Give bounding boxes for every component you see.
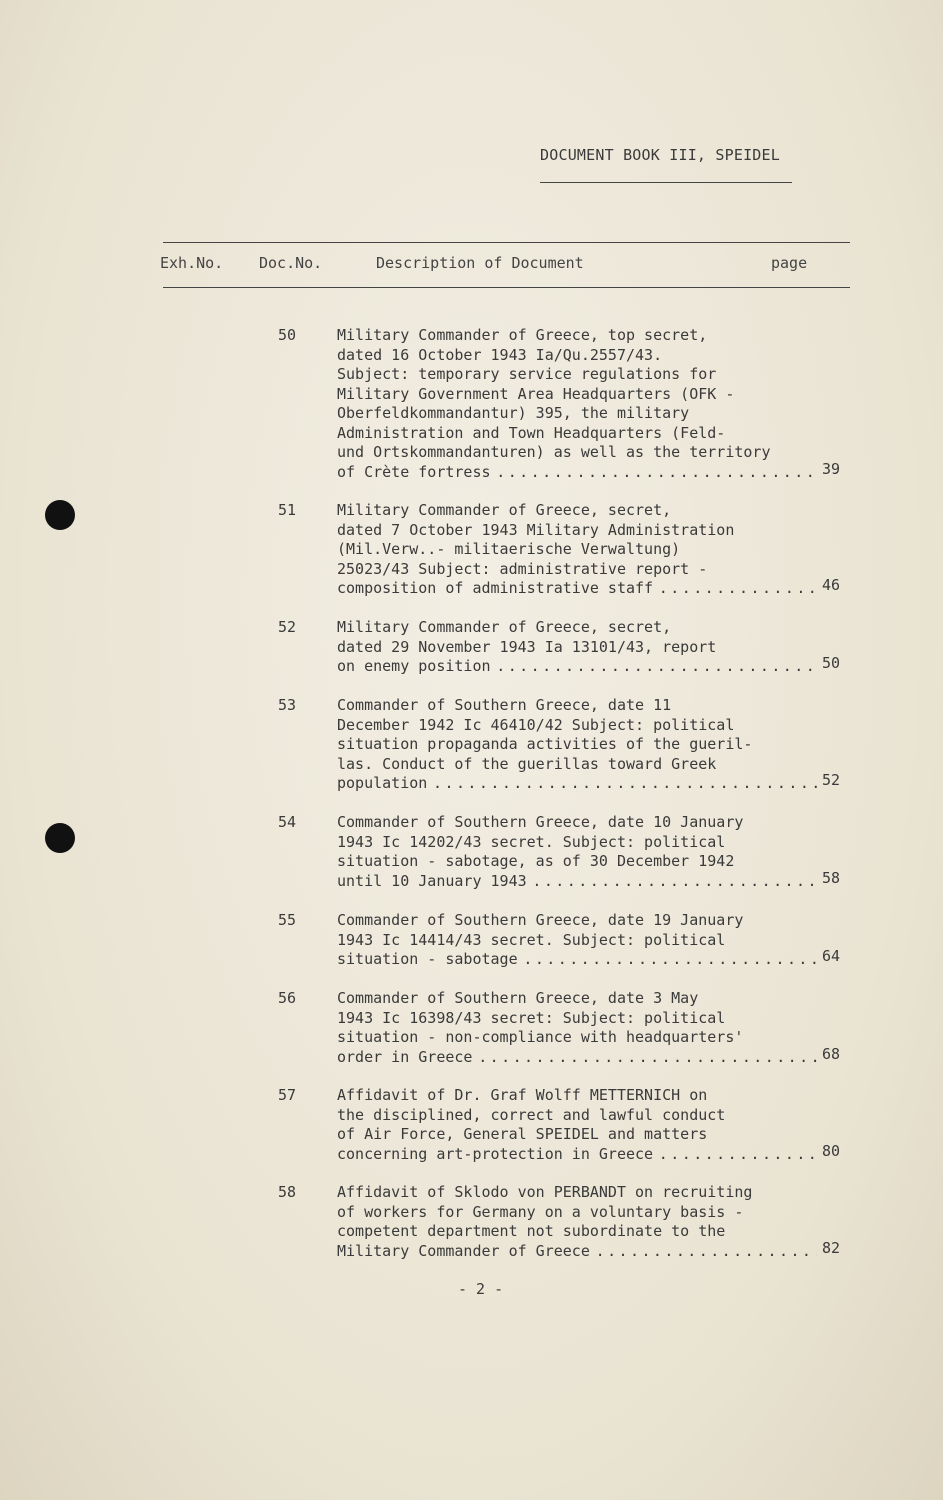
description-line: Commander of Southern Greece, date 19 January	[337, 911, 744, 929]
description-text: until 10 January 1943	[337, 871, 527, 890]
description-text: concerning art-protection in Greece	[337, 1144, 654, 1163]
doc-number: 50	[278, 326, 297, 344]
description-line: 25023/43 Subject: administrative report -	[337, 559, 708, 578]
dot-leader	[527, 872, 817, 890]
page-reference: 64	[822, 947, 841, 965]
description-line: Affidavit of Sklodo von PERBANDT on recruiting	[337, 1183, 753, 1201]
dot-leader	[491, 657, 817, 675]
col-doc-no: Doc.No.	[259, 254, 323, 272]
doc-number: 58	[278, 1183, 297, 1201]
description-line-last	[337, 872, 817, 892]
description-line-last	[337, 774, 817, 794]
table-header-rule	[163, 287, 850, 288]
page-reference: 68	[822, 1044, 841, 1063]
description-line: las. Conduct of the guerillas toward Greek	[337, 754, 717, 773]
col-exh-no: Exh.No.	[160, 254, 224, 272]
description-line: dated 7 October 1943 Military Administration	[337, 520, 735, 539]
description-line-last	[337, 579, 817, 599]
doc-description	[337, 1183, 817, 1261]
description-line: situation - non-compliance with headquarters'	[337, 1028, 744, 1046]
description-line: dated 29 November 1943 Ia 13101/43, report	[337, 637, 717, 656]
page-reference: 52	[822, 771, 841, 789]
page-reference: 50	[822, 654, 841, 672]
doc-number: 52	[278, 618, 297, 636]
dot-leader	[472, 1048, 817, 1066]
dot-leader	[491, 463, 817, 481]
description-line: Military Commander of Greece, top secret,	[337, 326, 708, 344]
page-reference: 82	[822, 1238, 841, 1257]
doc-description	[337, 813, 817, 891]
description-text: composition of administrative staff	[337, 579, 654, 597]
description-line: Military Government Area Headquarters (OFK -	[337, 384, 735, 403]
doc-number: 51	[278, 501, 297, 519]
doc-number: 56	[278, 989, 297, 1007]
page-reference: 58	[822, 868, 841, 887]
page-reference: 80	[822, 1141, 841, 1160]
description-text: Military Commander of Greece	[337, 1241, 590, 1260]
description-line: of workers for Germany on a voluntary basis -	[337, 1202, 744, 1221]
doc-description	[337, 911, 817, 970]
description-text: order in Greece	[337, 1047, 473, 1066]
page-reference: 46	[822, 576, 841, 594]
page-number-footer: - 2 -	[458, 1280, 504, 1298]
table-top-rule	[163, 242, 850, 243]
description-line: 1943 Ic 16398/43 secret: Subject: political	[337, 1008, 726, 1027]
dot-leader	[590, 1242, 817, 1260]
col-page: page	[771, 254, 808, 272]
description-line-last	[337, 1048, 817, 1068]
dot-leader	[427, 774, 817, 792]
description-text: situation - sabotage	[337, 950, 518, 968]
description-line: (Mil.Verw..- militaerische Verwaltung)	[337, 540, 681, 558]
doc-description	[337, 501, 817, 599]
description-line: 1943 Ic 14202/43 secret. Subject: political	[337, 832, 726, 851]
description-text: on enemy position	[337, 657, 491, 675]
description-line: December 1942 Ic 46410/42 Subject: political	[337, 715, 735, 734]
doc-number: 54	[278, 813, 297, 831]
doc-description	[337, 618, 817, 677]
dot-leader	[518, 950, 817, 968]
description-line: situation propaganda activities of the gueril-	[337, 735, 753, 753]
description-line: situation - sabotage, as of 30 December 1942	[337, 852, 735, 870]
description-line-last	[337, 1145, 817, 1165]
doc-number: 57	[278, 1086, 297, 1104]
description-line: Affidavit of Dr. Graf Wolff METTERNICH on	[337, 1086, 708, 1104]
document-book-title: DOCUMENT BOOK III, SPEIDEL	[540, 146, 780, 164]
description-line: the disciplined, correct and lawful conduct	[337, 1105, 726, 1124]
title-underline	[540, 182, 792, 183]
description-text: population	[337, 774, 428, 792]
description-line: of Air Force, General SPEIDEL and matters	[337, 1125, 708, 1143]
description-line-last	[337, 1242, 817, 1262]
description-line-last	[337, 463, 817, 483]
description-line-last	[337, 950, 817, 970]
description-line: dated 16 October 1943 Ia/Qu.2557/43.	[337, 345, 663, 364]
description-line: und Ortskommandanturen) as well as the territory	[337, 443, 771, 461]
description-line-last	[337, 657, 817, 677]
doc-number: 55	[278, 911, 297, 929]
dot-leader	[653, 1145, 817, 1163]
page-reference: 39	[822, 459, 841, 478]
description-line: Commander of Southern Greece, date 11	[337, 696, 672, 714]
doc-description	[337, 696, 817, 794]
description-line: Commander of Southern Greece, date 3 May	[337, 989, 699, 1007]
description-text: of Crète fortress	[337, 462, 491, 481]
punch-hole-bottom	[45, 823, 75, 853]
punch-hole-top	[45, 500, 75, 530]
description-line: Subject: temporary service regulations for	[337, 365, 717, 383]
doc-description	[337, 989, 817, 1067]
doc-description	[337, 326, 817, 482]
description-line: competent department not subordinate to the	[337, 1222, 726, 1240]
doc-description	[337, 1086, 817, 1164]
doc-number: 53	[278, 696, 297, 714]
description-line: Military Commander of Greece, secret,	[337, 501, 672, 519]
description-line: 1943 Ic 14414/43 secret. Subject: political	[337, 930, 726, 949]
description-line: Oberfeldkommandantur) 395, the military	[337, 404, 690, 422]
description-line: Military Commander of Greece, secret,	[337, 618, 672, 636]
dot-leader	[653, 579, 817, 597]
description-line: Administration and Town Headquarters (Feld-	[337, 423, 726, 442]
description-line: Commander of Southern Greece, date 10 January	[337, 813, 744, 831]
col-description: Description of Document	[376, 254, 584, 272]
